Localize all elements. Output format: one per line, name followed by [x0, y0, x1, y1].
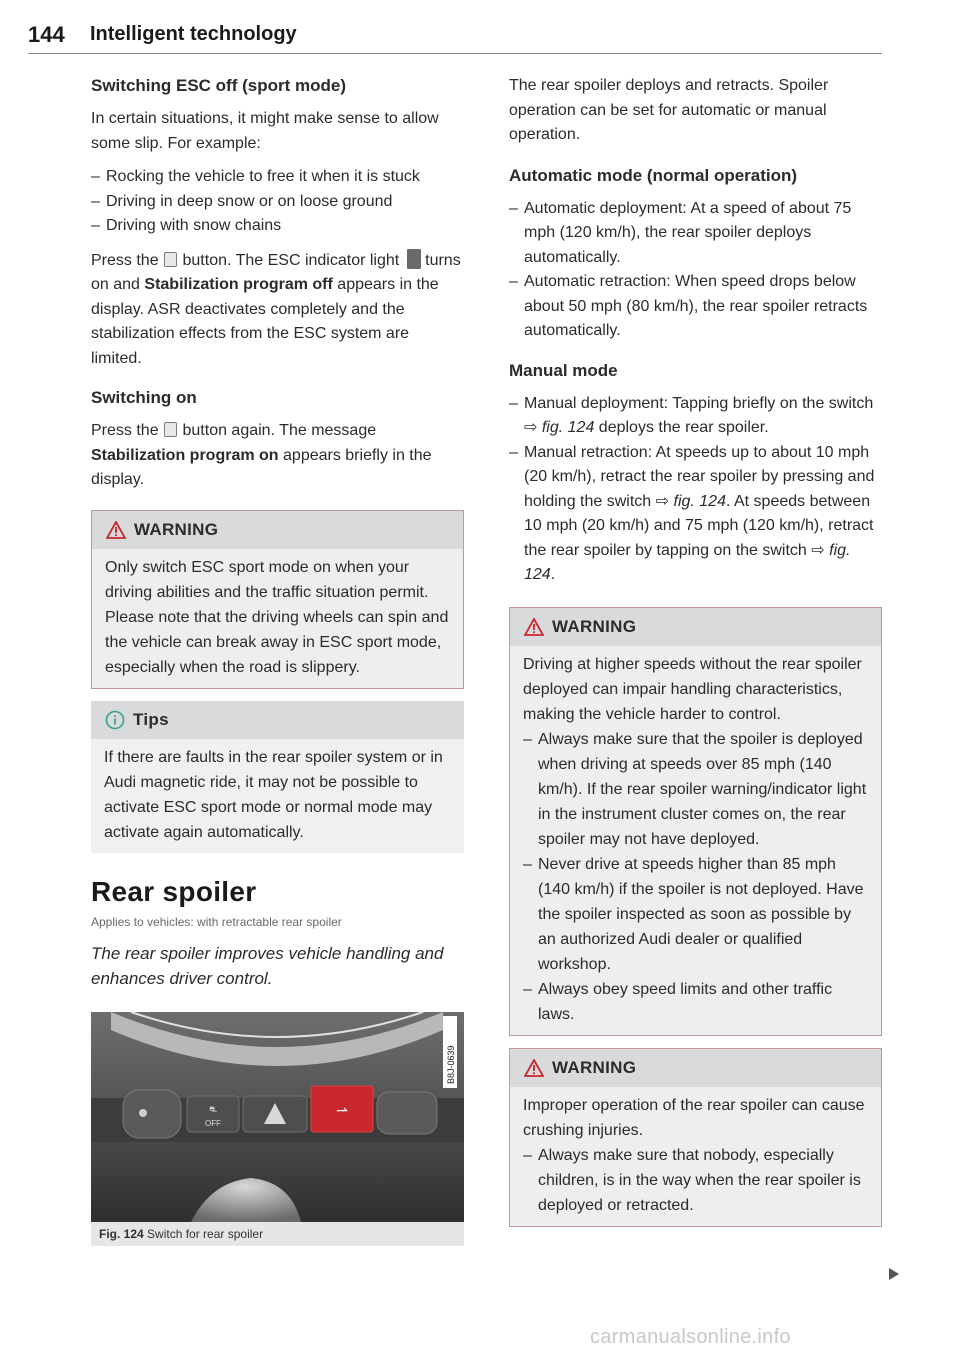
warning-text: Improper operation of the rear spoiler can cause crushing injuries. — [523, 1096, 865, 1139]
text-run: turns on and — [91, 251, 461, 293]
watermark: carmanualsonline.info — [590, 1326, 791, 1348]
text-run: button again. The message — [182, 422, 377, 439]
text-run: . At speeds between 10 mph (20 km/h) and 75 mph (120 km/h), retract the rear spoiler by tapping on the switch — [524, 492, 874, 559]
esc-indicator-icon — [407, 249, 421, 269]
page-header — [28, 20, 882, 54]
figure-reference-link[interactable]: ⇨ fig. 124 — [524, 541, 851, 583]
text-run-bold: Stabilization program on — [91, 446, 279, 464]
rear-spoiler-lead: The rear spoiler improves vehicle handling and enhances driver control. — [91, 943, 444, 988]
warning-text: Only switch ESC sport mode on when your driving abilities and the traffic situation permit. Please note that the driving wheels can spin and the vehicle can break away in ESC sport mode, especially when the road is slippery. — [105, 558, 449, 676]
list-item: – Driving in deep snow or on loose ground — [91, 190, 464, 215]
spoiler-intro: The rear spoiler deploys and retracts. Spoiler operation can be set for automatic or manual operation. — [509, 77, 829, 143]
info-icon — [105, 710, 125, 730]
esc-off-list — [91, 165, 464, 239]
esc-button-icon — [164, 252, 177, 267]
warning-box — [91, 510, 464, 689]
warning-triangle-icon — [524, 1059, 544, 1077]
warning-header — [92, 511, 463, 549]
warning-box-handling — [509, 607, 882, 1036]
list-item: – Driving with snow chains — [91, 214, 464, 239]
text-run: Press the — [91, 251, 159, 269]
warning-triangle-icon — [106, 521, 126, 539]
esc-off-heading: Switching ESC off (sport mode) — [91, 76, 346, 95]
warning-box-crushing — [509, 1048, 882, 1227]
esc-on-body — [91, 419, 464, 493]
warning-list — [523, 727, 867, 1027]
rear-spoiler-switch-photo — [91, 1012, 464, 1222]
list-item: – Always make sure that nobody, especially children, is in the way when the rear spoiler is deployed or retracted. — [523, 1143, 867, 1218]
warning-text: Driving at higher speeds without the rear spoiler deployed can impair handling characteristics, making the vehicle harder to control. — [523, 655, 862, 723]
rear-spoiler-heading: Rear spoiler — [91, 875, 257, 907]
tips-box — [91, 701, 464, 853]
tips-body — [91, 739, 464, 853]
text-run: appears in the display. ASR deactivates completely and the stabilization effects from the ESC system are limited. — [91, 276, 439, 367]
left-column — [91, 74, 464, 1246]
warning-header — [510, 1049, 881, 1087]
warning-title: WARNING — [552, 616, 637, 636]
warning-list — [523, 1143, 867, 1218]
text-run: Manual deployment: Tapping briefly on the switch — [524, 394, 874, 412]
list-item: – Always obey speed limits and other traffic laws. — [523, 977, 867, 1027]
automatic-mode-list — [509, 197, 882, 344]
figure-caption-text: Switch for rear spoiler — [147, 1226, 264, 1241]
applies-note: Applies to vehicles: with retractable rear spoiler — [91, 914, 342, 929]
text-run-bold: Stabilization program off — [144, 276, 333, 293]
warning-body — [510, 646, 881, 1035]
text-run: Press the — [91, 422, 159, 439]
warning-header — [510, 608, 881, 646]
figure-code: B8J-0639 — [446, 1044, 456, 1084]
warning-triangle-icon — [524, 618, 544, 636]
figure-caption — [91, 1222, 464, 1246]
tips-text: If there are faults in the rear spoiler system or in Audi magnetic ride, it may not be possible to activate ESC sport mode or normal mode may activate again automatically. — [104, 748, 443, 841]
list-item — [509, 441, 882, 588]
text-run: . — [550, 566, 556, 583]
page-section-title: Intelligent technology — [90, 23, 297, 45]
list-item — [509, 392, 882, 441]
right-column — [509, 74, 882, 1227]
text-run: Manual retraction: At speeds up to about 10 mph (20 km/h), retract the rear spoiler by pressing and holding the switch — [524, 443, 875, 510]
esc-symbol-icon: ⛐ — [209, 1103, 217, 1114]
text-run: deploys the rear spoiler. — [598, 419, 769, 436]
warning-title: WARNING — [552, 1057, 637, 1077]
figure-124 — [91, 1012, 464, 1246]
manual-mode-heading: Manual mode — [509, 360, 618, 380]
figure-caption-label: Fig. 124 — [99, 1226, 144, 1241]
list-item: – Automatic deployment: At a speed of about 75 mph (120 km/h), the rear spoiler deploys automatically. — [509, 197, 882, 271]
tips-header — [91, 701, 464, 739]
continue-arrow-icon — [889, 1268, 899, 1280]
figure-reference-link[interactable]: ⇨ fig. 124 — [655, 492, 726, 510]
spoiler-symbol-icon: ⇀ — [336, 1102, 348, 1119]
warning-title: WARNING — [134, 519, 219, 539]
esc-off-intro: In certain situations, it might make sense to allow some slip. For example: — [91, 110, 439, 152]
text-run: appears briefly in the display. — [91, 446, 432, 488]
list-item: – Rocking the vehicle to free it when it is stuck — [91, 165, 464, 190]
off-label: OFF — [205, 1118, 221, 1128]
page-number: 144 — [28, 22, 65, 47]
esc-off-body — [91, 249, 464, 372]
tips-title: Tips — [133, 709, 169, 729]
text-run: button. The ESC indicator light — [182, 251, 400, 269]
automatic-mode-heading: Automatic mode (normal operation) — [509, 165, 798, 185]
esc-on-heading: Switching on — [91, 388, 197, 407]
figure-reference-link[interactable]: ⇨ fig. 124 — [524, 419, 595, 436]
warning-body — [510, 1087, 881, 1226]
warning-body — [92, 549, 463, 688]
manual-mode-list — [509, 392, 882, 588]
esc-button-icon — [164, 422, 177, 437]
list-item: – Automatic retraction: When speed drops below about 50 mph (80 km/h), the rear spoiler retracts automatically. — [509, 270, 882, 344]
list-item: – Always make sure that the spoiler is deployed when driving at speeds over 85 mph (140 km/h). If the rear spoiler warning/indicator light in the instrument cluster comes on, the rear spoiler may not have deployed. — [523, 727, 867, 852]
list-item: – Never drive at speeds higher than 85 mph (140 km/h) if the spoiler is not deployed. Have the spoiler inspected as soon as possible by an authorized Audi dealer or qualified workshop. — [523, 852, 867, 977]
